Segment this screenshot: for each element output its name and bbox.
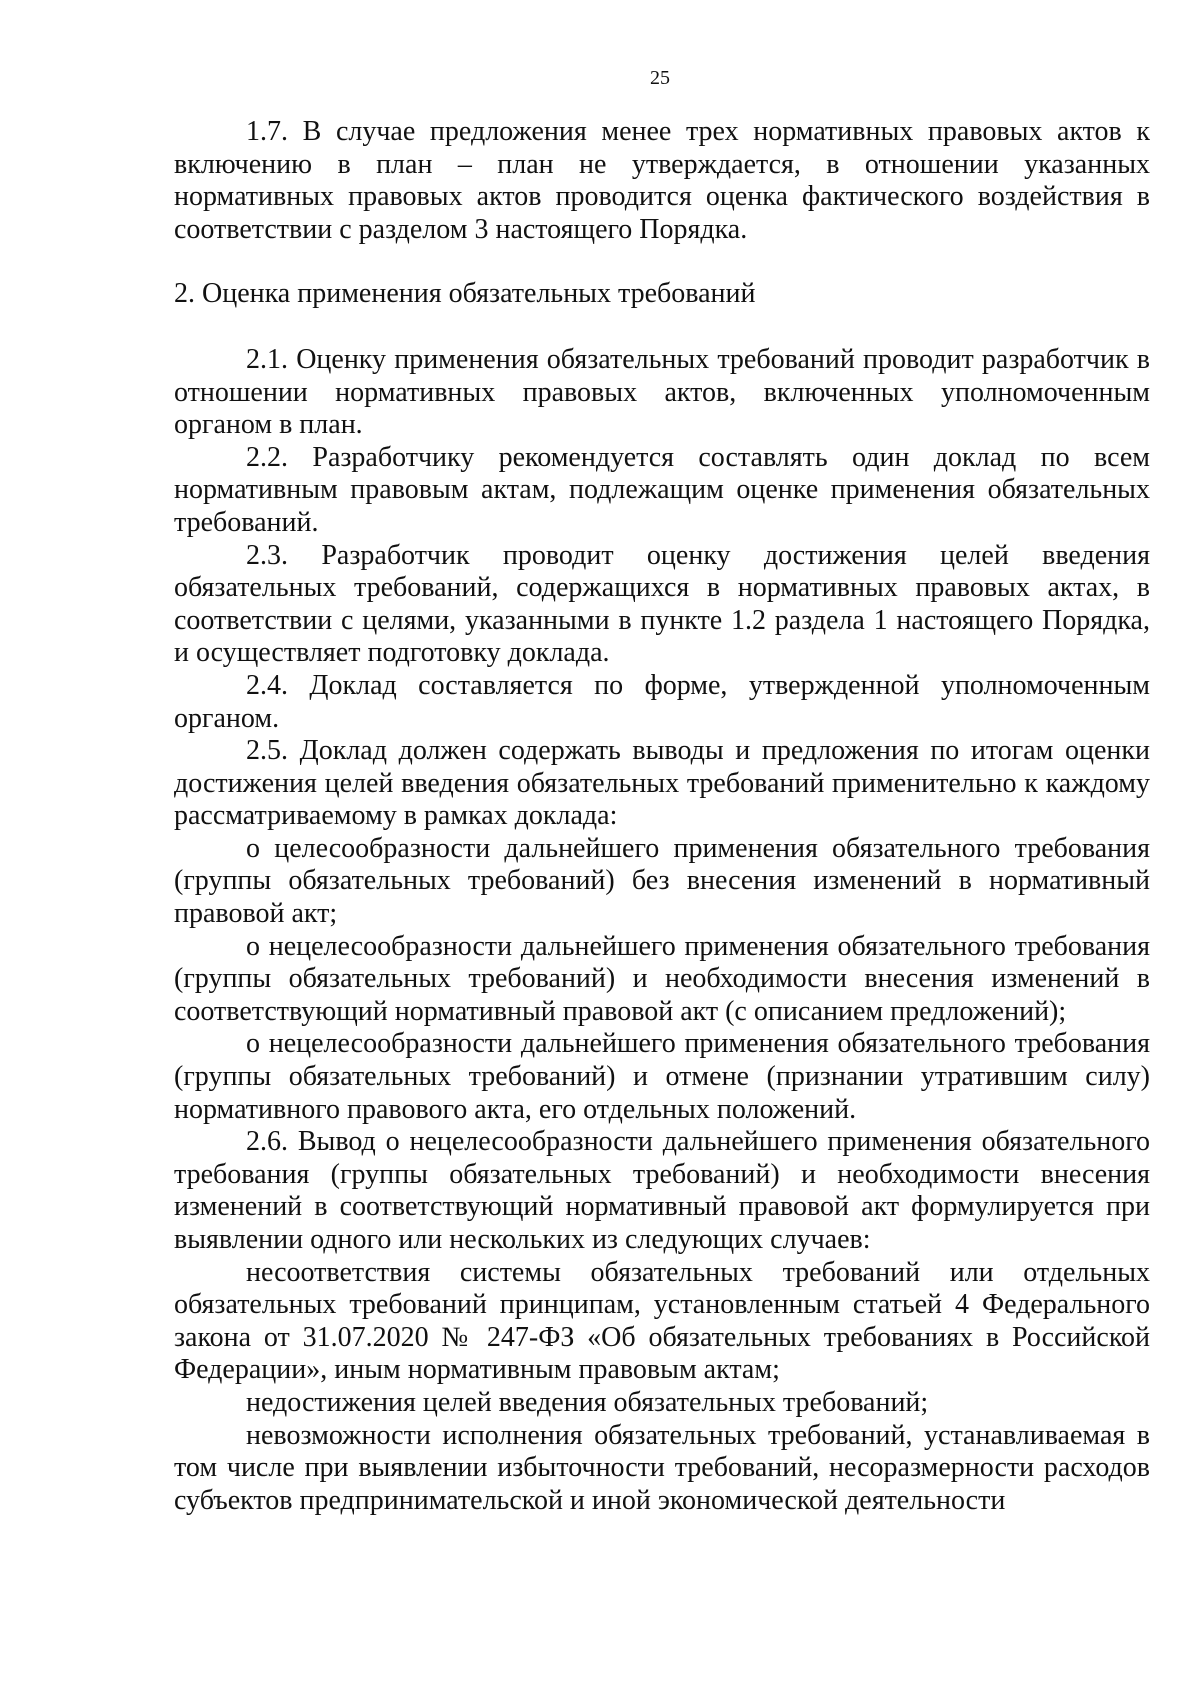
document-body (174, 116, 1150, 1517)
paragraph-2-3: 2.3. Разработчик проводит оценку достижения целей введения обязательных требований, содержащихся в нормативных правовых актах, в соответствии с целями, указанными в пункте 1.2 раздела 1 настоящего Порядка, и осуществляет подготовку доклада. (174, 539, 1150, 669)
paragraph-2-5-item-a: о целесообразности дальнейшего применения обязательного требования (группы обязательных требований) без внесения изменений в нормативный правовой акт; (174, 832, 1150, 930)
paragraph-2-6-item-a: несоответствия системы обязательных требований или отдельных обязательных требований принципам, установленным статьей 4 Федерального закона от 31.07.2020 № 247-ФЗ «Об обязательных требованиях в Российской Федерации», иным нормативным правовым актам; (174, 1256, 1150, 1386)
paragraph-2-5-item-b: о нецелесообразности дальнейшего применения обязательного требования (группы обязательных требований) и необходимости внесения изменений в соответствующий нормативный правовой акт (с описанием предложений); (174, 930, 1150, 1027)
paragraph-2-4: 2.4. Доклад составляется по форме, утвержденной уполномоченным органом. (174, 669, 1150, 734)
paragraph-2-6-item-c: невозможности исполнения обязательных требований, устанавливаемая в том числе при выявлении избыточности требований, несоразмерности расходов субъектов предпринимательской и иной экономической деятельности (174, 1419, 1150, 1516)
paragraph-2-6-item-b: недостижения целей введения обязательных требований; (246, 1386, 929, 1418)
paragraph-2-6: 2.6. Вывод о нецелесообразности дальнейшего применения обязательного требования (группы обязательных требований) и необходимости внесения изменений в соответствующий нормативный правовой акт формулируется при выявлении одного или нескольких из следующих случаев: (174, 1126, 1150, 1255)
paragraph-2-5: 2.5. Доклад должен содержать выводы и предложения по итогам оценки достижения целей введения обязательных требований применительно к каждому рассматриваемому в рамках доклада: (174, 735, 1150, 832)
section-heading-2: 2. Оценка применения обязательных требований (174, 278, 756, 310)
paragraph-2-2: 2.2. Разработчику рекомендуется составлять один доклад по всем нормативным правовым актам, подлежащим оценке применения обязательных требований. (174, 441, 1150, 538)
paragraph-2-1: 2.1. Оценку применения обязательных требований проводит разработчик в отношении нормативных правовых актов, включенных уполномоченным органом в план. (174, 343, 1150, 441)
paragraph-2-5-item-c: о нецелесообразности дальнейшего применения обязательного требования (группы обязательных требований) и отмене (признании утратившим силу) нормативного правового акта, его отдельных положений. (174, 1028, 1150, 1125)
page-number: 25 (650, 67, 670, 89)
paragraph-1-7: 1.7. В случае предложения менее трех нормативных правовых актов к включению в план – план не утверждается, в отношении указанных нормативных правовых актов проводится оценка фактического воздействия в соответствии с разделом 3 настоящего Порядка. (174, 116, 1150, 245)
